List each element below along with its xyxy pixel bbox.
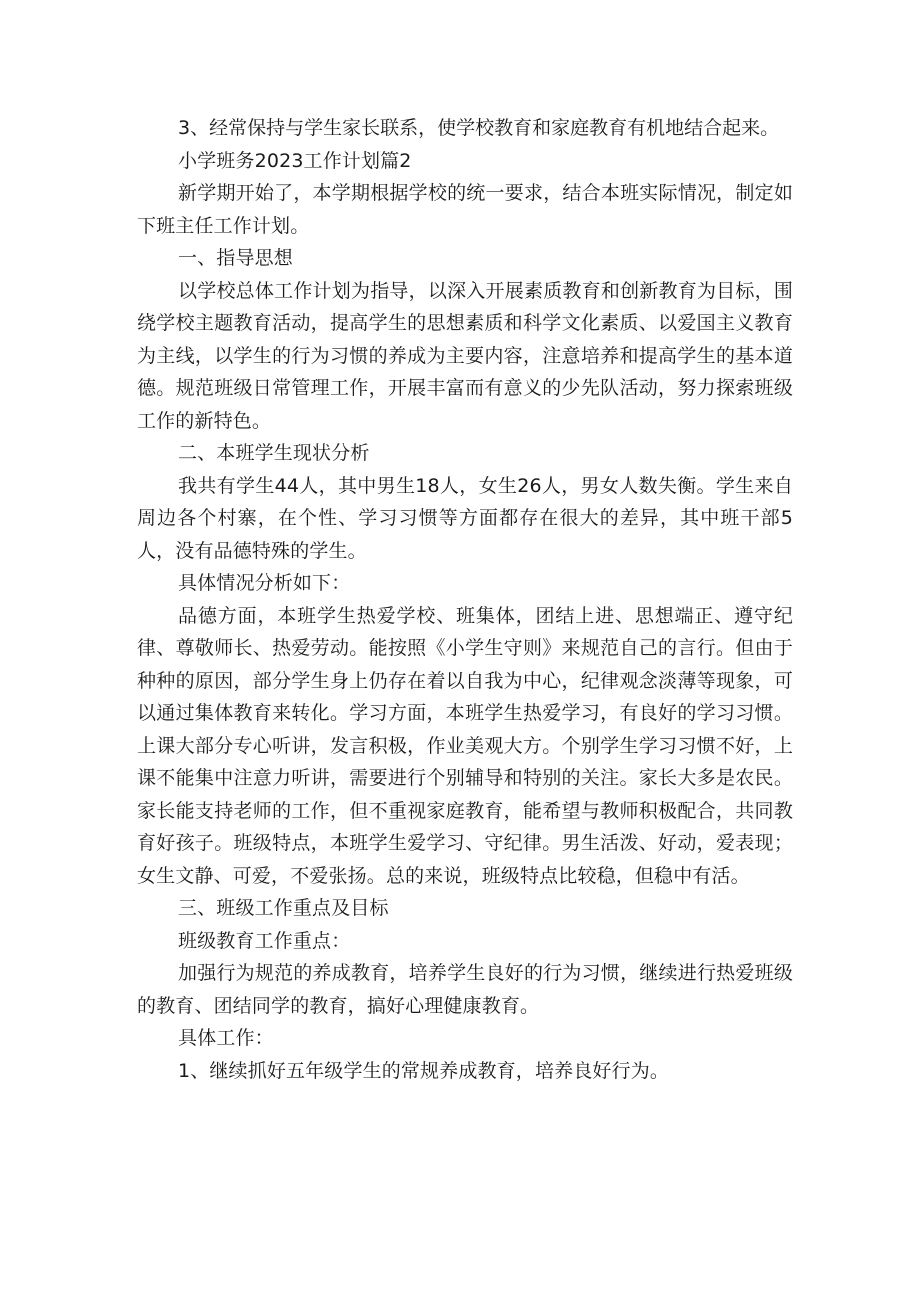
paragraph-analysis-intro: 具体情况分析如下： <box>178 572 351 594</box>
paragraph-intro: 新学期开始了，本学期根据学校的统一要求，结合本班实际情况，制定如下班主任工作计划。 <box>137 182 793 237</box>
paragraph-guiding-ideology: 以学校总体工作计划为指导，以深入开展素质教育和创新教育为目标，围绕学校主题教育活动，提高学生的思想素质和科学文化素质、以爱国主义教育为主线，以学生的行为习惯的养成为主要内容，注意培养和提高学生的基本道德。规范班级日常管理工作，开展丰富而有意义的少先队活动，努力探索班级工作的新特色。 <box>137 279 793 432</box>
paragraph-specific-work-label: 具体工作： <box>178 1027 274 1049</box>
paragraph-education-focus-label: 班级教育工作重点： <box>178 929 351 952</box>
paragraph-contact-parents: 3、经常保持与学生家长联系，使学校教育和家庭教育有机地结合起来。 <box>178 117 780 139</box>
paragraph-detailed-analysis: 品德方面，本班学生热爱学校、班集体，团结上进、思想端正、遵守纪律、尊敬师长、热爱劳动。能按照《小学生守则》来规范自己的言行。但由于种种的原因，部分学生身上仍存在着以自我为中心，纪律观念淡薄等现象，可以通过集体教育来转化。学习方面，本班学生热爱学习，有良好的学习习惯。上课大部分专心听讲，发言积极，作业美观大方。个别学生学习习惯不好，上课不能集中注意力听讲，需要进行个别辅导和特别的关注。家长大多是农民。家长能支持老师的工作，但不重视家庭教育，能希望与教师积极配合，共同教育好孩子。班级特点，本班学生爱学习、守纪律。男生活泼、好动，爱表现；女生文静、可爱，不爱张扬。总的来说，班级特点比较稳，但稳中有活。 <box>137 604 793 887</box>
document-body <box>137 112 793 1087</box>
heading-work-focus: 三、班级工作重点及目标 <box>178 897 389 919</box>
section-title-plan-2: 小学班务2023工作计划篇2 <box>178 149 412 172</box>
heading-class-status: 二、本班学生现状分析 <box>178 442 370 464</box>
paragraph-education-focus: 加强行为规范的养成教育，培养学生良好的行为习惯，继续进行热爱班级的教育、团结同学的教育，搞好心理健康教育。 <box>137 962 793 1017</box>
paragraph-class-status: 我共有学生44人，其中男生18人，女生26人，男女人数失衡。学生来自周边各个村寨，在个性、学习习惯等方面都存在很大的差异，其中班干部5人，没有品德特殊的学生。 <box>137 474 793 562</box>
heading-guiding-ideology: 一、指导思想 <box>178 247 293 269</box>
paragraph-specific-work-1: 1、继续抓好五年级学生的常规养成教育，培养良好行为。 <box>178 1059 669 1082</box>
